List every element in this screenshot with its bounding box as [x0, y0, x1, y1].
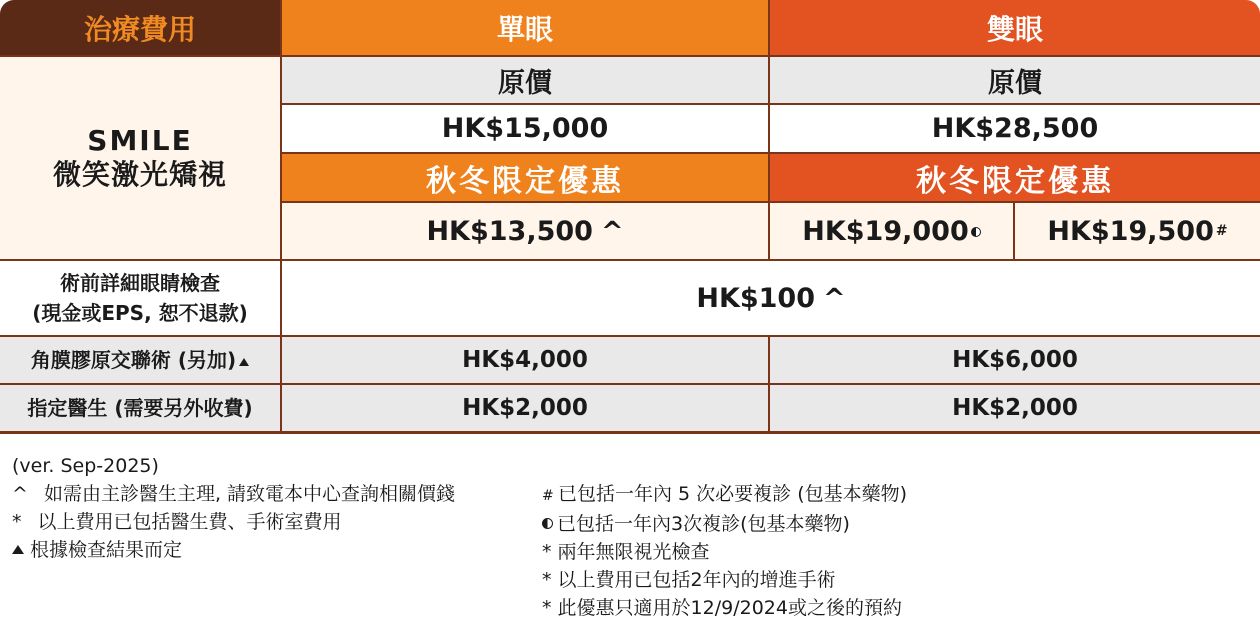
promo-price-single-value: HK$13,500 [426, 215, 593, 247]
promo-price-double-b [1015, 203, 1260, 261]
triangle-icon [239, 358, 249, 366]
smile-label [0, 57, 282, 261]
half-circle-icon [971, 227, 981, 237]
promo-price-double-a-value: HK$19,000 [802, 215, 969, 247]
note-triangle-text: 根據檢查結果而定 [30, 539, 183, 561]
note-half-circle-text: 已包括一年內3次複診(包基本藥物) [557, 513, 850, 535]
exam-label-line2: (現金或EPS, 恕不退款) [32, 301, 248, 325]
note-caret [12, 480, 455, 508]
crosslinking-label-text: 角膜膠原交聯術 (另加) [30, 348, 237, 372]
note-hash [542, 480, 907, 510]
exam-price-mark: ^ [823, 282, 846, 314]
doctor-price-single: HK$2,000 [282, 385, 770, 433]
note-star-text: 以上費用已包括醫生費、手術室費用 [37, 511, 342, 533]
note-half-circle [542, 510, 907, 538]
promo-price-single [282, 203, 770, 261]
note-unlimited-exam: * 兩年無限視光檢查 [542, 541, 710, 563]
original-price-label-double: 原價 [770, 57, 1260, 105]
promo-price-double-b-value: HK$19,500 [1047, 215, 1214, 247]
smile-title-zh: 微笑激光矯視 [52, 158, 227, 191]
note-offer-validity: * 此優惠只適用於12/9/2024或之後的預約 [542, 597, 902, 619]
promo-label-single: 秋冬限定優惠 [282, 154, 770, 203]
star-symbol: * [12, 511, 22, 533]
promo-label-double: 秋冬限定優惠 [770, 154, 1260, 203]
triangle-icon [12, 545, 24, 554]
exam-price-value: HK$100 [696, 282, 816, 314]
note-caret-text: 如需由主診醫生主理, 請致電本中心查詢相關價錢 [43, 483, 456, 505]
promo-price-single-mark: ^ [600, 215, 624, 247]
note-triangle [12, 536, 455, 564]
note-enhancement: * 以上費用已包括2年內的增進手術 [542, 569, 836, 591]
half-circle-icon [542, 518, 553, 529]
notes-left [12, 452, 455, 564]
crosslinking-price-double: HK$6,000 [770, 337, 1260, 385]
original-price-single: HK$15,000 [282, 105, 770, 154]
note-hash-text: 已包括一年內 5 次必要複診 (包基本藥物) [558, 483, 908, 505]
version-note: (ver. Sep-2025) [12, 455, 159, 477]
note-star [12, 508, 455, 536]
header-single-eye: 單眼 [282, 0, 770, 57]
original-price-double: HK$28,500 [770, 105, 1260, 154]
smile-title-en: SMILE [87, 124, 193, 157]
exam-price [282, 261, 1260, 337]
header-treatment-cost: 治療費用 [0, 0, 282, 57]
promo-price-double-a [770, 203, 1015, 261]
original-price-label-single: 原價 [282, 57, 770, 105]
doctor-price-double: HK$2,000 [770, 385, 1260, 433]
caret-symbol: ^ [12, 483, 28, 505]
notes-right [542, 480, 907, 622]
header-both-eyes: 雙眼 [770, 0, 1260, 57]
promo-price-double-b-mark: # [1215, 223, 1228, 239]
exam-label [0, 261, 282, 337]
doctor-label: 指定醫生 (需要另外收費) [0, 385, 282, 433]
crosslinking-label [0, 337, 282, 385]
hash-symbol: # [542, 488, 554, 504]
crosslinking-price-single: HK$4,000 [282, 337, 770, 385]
exam-label-line1: 術前詳細眼睛檢查 [60, 271, 220, 295]
